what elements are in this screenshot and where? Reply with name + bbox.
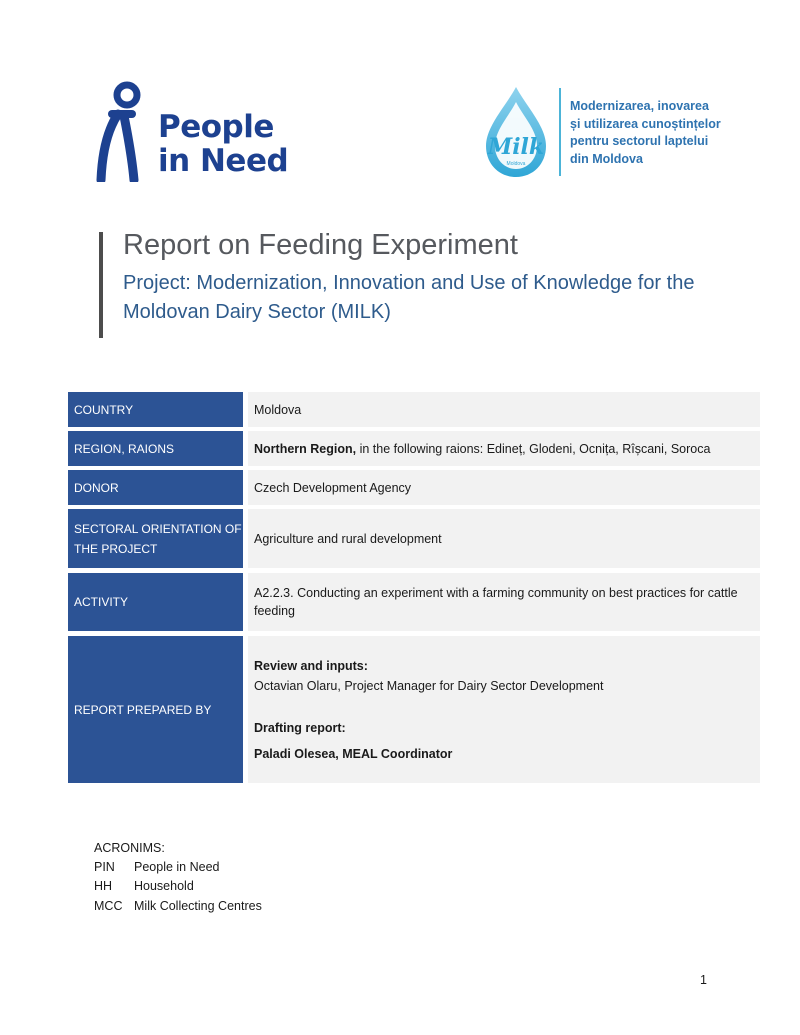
drafting-person: Paladi Olesea, MEAL Coordinator <box>254 746 453 761</box>
milk-drop-icon <box>480 84 552 180</box>
review-person: Octavian Olaru, Project Manager for Dairy Sector Development <box>254 678 604 693</box>
acronym-value: People in Need <box>134 860 220 875</box>
table-row-prepared-by <box>68 636 760 783</box>
acronym-value: Milk Collecting Centres <box>134 898 262 913</box>
document-title: Report on Feeding Experiment <box>123 229 518 261</box>
milk-drop-text: Milk <box>487 134 545 160</box>
people-in-need-wordmark <box>158 110 288 178</box>
sectoral-value: Agriculture and rural development <box>248 509 760 568</box>
title-accent-bar <box>99 232 103 338</box>
table-row-country <box>68 392 760 427</box>
activity-label: ACTIVITY <box>68 573 243 631</box>
page-number: 1 <box>700 973 707 987</box>
prepared-by-label: REPORT PREPARED BY <box>68 636 243 783</box>
region-label: REGION, RAIONS <box>68 431 243 466</box>
acronym-key: HH <box>94 879 113 894</box>
region-value <box>248 431 760 466</box>
acronyms-list <box>94 839 262 916</box>
table-row-region <box>68 431 760 466</box>
milk-project-logo <box>480 84 740 184</box>
region-value-bold: Northern Region, <box>254 441 357 456</box>
milk-drop-subtext: Moldova <box>506 161 526 167</box>
milk-text-line: din Moldova <box>570 151 643 166</box>
donor-label: DONOR <box>68 470 243 505</box>
country-label: COUNTRY <box>68 392 243 427</box>
region-value-rest: in the following raions: Edineț, Glodeni, Ocnița, Rîșcani, Soroca <box>356 441 711 456</box>
people-in-need-logo <box>96 80 296 185</box>
acronym-item <box>94 858 262 877</box>
milk-logo-text <box>570 98 721 168</box>
prepared-by-value <box>248 636 760 783</box>
people-in-need-icon <box>96 80 146 182</box>
country-value: Moldova <box>248 392 760 427</box>
activity-value: A2.2.3. Conducting an experiment with a farming community on best practices for cattle feeding <box>248 573 760 631</box>
milk-text-line: Modernizarea, inovarea <box>570 99 709 113</box>
donor-value: Czech Development Agency <box>248 470 760 505</box>
table-row-activity <box>68 573 760 631</box>
acronym-item <box>94 877 262 896</box>
table-row-donor <box>68 470 760 505</box>
acronym-key: PIN <box>94 860 115 875</box>
pin-line1: People <box>158 109 274 145</box>
review-heading: Review and inputs: <box>254 658 368 673</box>
document-subtitle: Project: Modernization, Innovation and Use of Knowledge for the Moldovan Dairy Sector (MILK) <box>123 272 695 323</box>
acronym-key: MCC <box>94 898 123 913</box>
sectoral-label: SECTORAL ORIENTATION OF THE PROJECT <box>68 509 243 568</box>
acronym-value: Household <box>134 879 194 894</box>
acronym-item <box>94 897 262 916</box>
pin-line2: in Need <box>158 143 289 179</box>
table-row-sectoral <box>68 509 760 568</box>
acronyms-heading: ACRONIMS: <box>94 841 165 855</box>
milk-text-line: pentru sectorul laptelui <box>570 134 709 148</box>
milk-logo-divider <box>559 88 561 176</box>
milk-text-line: și utilizarea cunoștințelor <box>570 116 721 131</box>
drafting-heading: Drafting report: <box>254 720 346 735</box>
